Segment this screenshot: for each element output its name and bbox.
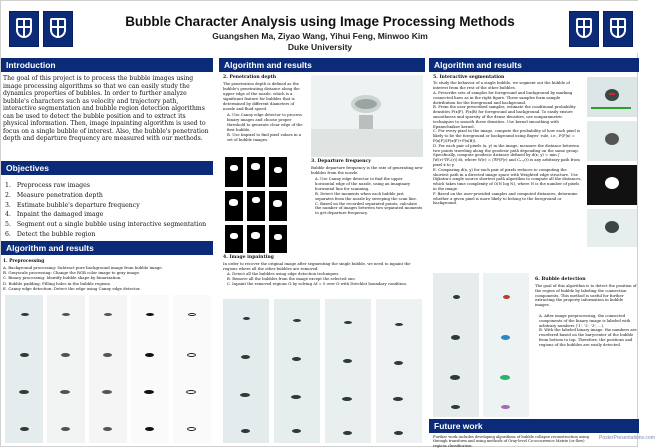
objective-item: 6. Detect the bubble region bbox=[5, 230, 96, 238]
segmentation-step: C. For every pixel in the image, compute the probability of how each pixel is likely to be the foreground or background using Bayes' rule, i.e., P(F|x) = P(x|F)/(P(x|F)+P(x|B)). bbox=[433, 128, 581, 143]
penetration-text: The penetration depth is defined as the bubble's penetrating distance along the upper edge of the nozzle, which is a significant feature for bubbles that is determined by different diameters of nozzle and fluid speed. bbox=[223, 81, 300, 111]
objective-item: 4. Inpaint the damaged image bbox=[5, 211, 104, 219]
inpainting-steps bbox=[227, 272, 423, 287]
preprocessing-steps bbox=[3, 265, 211, 291]
preprocessing-figure bbox=[5, 295, 211, 443]
detection-step: A. After image preprocessing, the connected components of the binary image is labeled with arbitrary numbers ('1', '2', '3', ...). bbox=[539, 313, 631, 328]
future-work-text: Further work includes developing algorithms of bubble collapse reconstruction using through transform and using methods of Gray-level Co-occurrence Matrix (or flow) regions classification. bbox=[433, 435, 589, 448]
penetration-heading: 2. Penetration depth bbox=[223, 75, 277, 80]
university-shield-icon bbox=[603, 11, 633, 47]
preprocessing-step: D. Bubble padding: Filling holes in the bubble regions. bbox=[3, 280, 112, 286]
objective-item: 3. Estimate bubble's departure frequency bbox=[5, 201, 140, 209]
segmentation-prob-image bbox=[587, 121, 637, 161]
background-subtracted-column bbox=[47, 295, 85, 443]
detection-steps bbox=[539, 314, 637, 348]
section-header-algorithm-1: Algorithm and results bbox=[1, 241, 213, 255]
detection-heading: 6. Bubble detection bbox=[535, 277, 586, 282]
preprocessing-step: A. Background processing: Subtract pure background image from bubble image. bbox=[3, 265, 163, 270]
preprocessing-step: B. Grayscale processing: Change the RGB color image to gray image. bbox=[3, 270, 141, 276]
inpainting-column bbox=[274, 299, 320, 443]
segmentation-result-image bbox=[587, 209, 637, 247]
preprocessing-step: E. Canny edge detection: Detect the edge using Canny edge detector. bbox=[3, 285, 141, 291]
section-header-algorithm-3: Algorithm and results bbox=[429, 58, 639, 72]
inpainting-step: A. Detect all the bubbles using edge detection techniques. bbox=[227, 271, 340, 276]
section-header-future-work: Future work bbox=[429, 419, 639, 433]
binary-column bbox=[131, 295, 169, 443]
detection-text: The goal of this algorithm is to detect the position of the region of bubble by labeling the connection components. This method is useful for further extracting the property information in bubble images. bbox=[535, 283, 637, 308]
edge-column bbox=[173, 295, 211, 443]
footer-logo: PosterPresentations.com bbox=[599, 435, 655, 441]
penetration-step: B. Use Impixel to find pixel values in a set of bubble images. bbox=[227, 131, 302, 142]
departure-text: Bubble departure frequency is the rate of generating new bubbles from the nozzle. bbox=[311, 165, 423, 175]
segmentation-heading: 5. Interactive segmentation bbox=[433, 75, 505, 80]
poster-affiliation: Duke University bbox=[287, 42, 353, 52]
inpainting-column bbox=[223, 299, 269, 443]
detection-column bbox=[483, 273, 529, 417]
segmentation-step: E. Comparing d(x, y) for each pair of pixels reduces to computing the shortest path in a directed image space with Weighted edge structure. Use Dijkstra's single source shortest path algorithm to compute all the distances, which takes time complexity of O(N log N), where N is the number of pixels in the image. bbox=[433, 166, 582, 191]
inpainting-figure bbox=[223, 299, 423, 443]
inpainting-step: C. Inpaint the removed regions Ω by solving Δf = 0 over Ω with Dirichlet boundary condition. bbox=[227, 280, 408, 286]
grayscale-column bbox=[89, 295, 127, 443]
inpainting-column bbox=[376, 299, 422, 443]
poster-header bbox=[1, 1, 639, 53]
inpainting-heading: 4. Image inpainting bbox=[223, 255, 274, 260]
objective-item: 5. Segment out a single bubble using interactive segmentation bbox=[5, 221, 207, 229]
section-header-introduction: Introduction bbox=[1, 58, 213, 72]
segmentation-step: D. For each pair of pixels (x, y) in the image, measure the distance between two points traveling along the geodesic path depending on the same group. Specifically, compute geodesic distance defined by d(x, y) = min ∫ |W(r)·∇Pₙ(r)| dt, where W(r) = (∇P(F|r) and Cₓ,ᵧ(t) is any arbitrary path from pixel x to y. bbox=[433, 142, 580, 167]
section-header-objectives: Objectives bbox=[1, 161, 213, 175]
university-shield-icon bbox=[9, 11, 39, 47]
inpainting-text: In order to recover the original image after segmenting the single bubble, we need to inpaint the regions where all the other bubbles are removed. bbox=[223, 261, 411, 271]
departure-step: B. Detect the moments when each bubble just separates from the nozzle by sweeping the scan line. bbox=[315, 190, 417, 201]
segmentation-mask-image bbox=[587, 165, 637, 205]
introduction-text: The goal of this project is to process the bubble images using image processing algorithms so that we can easily study the dynamics properties of bubbles. In order to further analyze bubble's characters such as velocity and trajectory path, interactive segmentation and bubble region detection algorithms can be used to detect the bubble position and to extract its physical information. Then, image inpainting algorithm is used to focus on a single bubble of interest. Also, the bubble's penetration depth and departure frequency are measured with our methods. bbox=[3, 75, 209, 142]
university-shield-icon bbox=[43, 11, 73, 47]
preprocessing-step: C. Binary processing: Identify bubble shape by binarization. bbox=[3, 275, 122, 281]
segmentation-steps bbox=[433, 91, 583, 206]
objective-item: 2. Measure penetration depth bbox=[5, 191, 103, 199]
segmentation-step: A. Prescribe sets of samples for foreground and background by marking connected lines as in the right figure. These samples form sample distribution for the foreground and background. bbox=[433, 90, 573, 105]
section-header-algorithm-2: Algorithm and results bbox=[219, 58, 425, 72]
detection-column bbox=[433, 273, 479, 417]
penetration-step: A. Use Canny edge detector to process binary images and choose proper threshold to generate clear edge of the first bubble. bbox=[227, 112, 303, 132]
departure-figure bbox=[225, 157, 305, 253]
departure-step: C. Based on the recorded separated points, calculate the number of images between two separated moments to get departure frequency. bbox=[315, 200, 423, 216]
departure-steps bbox=[315, 177, 423, 216]
segmentation-text: To study the behavior of a single bubble, we segment out the bubble of interest from the rest of the other bubbles. bbox=[433, 80, 570, 90]
departure-step: A. Use Canny edge detector to find the upper horizontal edge of the nozzle, using an imaginary horizontal line for scanning. bbox=[315, 176, 411, 191]
penetration-figure bbox=[311, 75, 423, 157]
poster-title: Bubble Character Analysis using Image Processing Methods bbox=[125, 14, 515, 29]
segmentation-step: B. From the user prescribed samples, estimate the conditional probability densities P(x|F), P(x|B) for foreground and background. To easily ensure smoothness and sparsity of the dense densities, use nonparametric techniques to smooth these densities. Use kernel smoothing with Epanechnikov kernel. bbox=[433, 104, 576, 129]
detection-step: B. With the labeled binary image, the numbers are reordered based on the barycenter of the bubble from bottom to top. Therefore, the positions and regions of the bubbles are easily detected. bbox=[539, 327, 637, 347]
raw-image-column bbox=[5, 295, 43, 443]
inpainting-column bbox=[325, 299, 371, 443]
poster-authors: Guangshen Ma, Ziyao Wang, Yihui Feng, Minwoo Kim bbox=[212, 31, 428, 41]
departure-heading: 3. Departure frequency bbox=[311, 159, 371, 164]
segmentation-step: F. Based on the user-provided samples and computed distances, determine whether a given pixel is more likely to belong to the foreground or background. bbox=[433, 190, 578, 206]
university-shield-icon bbox=[569, 11, 599, 47]
objective-item: 1. Preprocess raw images bbox=[5, 182, 90, 189]
segmentation-sample-image bbox=[587, 77, 637, 117]
preprocessing-heading: 1. Preprocessing bbox=[3, 259, 45, 264]
penetration-steps bbox=[227, 113, 305, 142]
segmentation-figure bbox=[587, 77, 637, 247]
inpainting-step: B. Remove all the bubbles from the image except the selected one. bbox=[227, 275, 356, 281]
detection-figure bbox=[433, 273, 531, 417]
objectives-list bbox=[5, 181, 209, 240]
